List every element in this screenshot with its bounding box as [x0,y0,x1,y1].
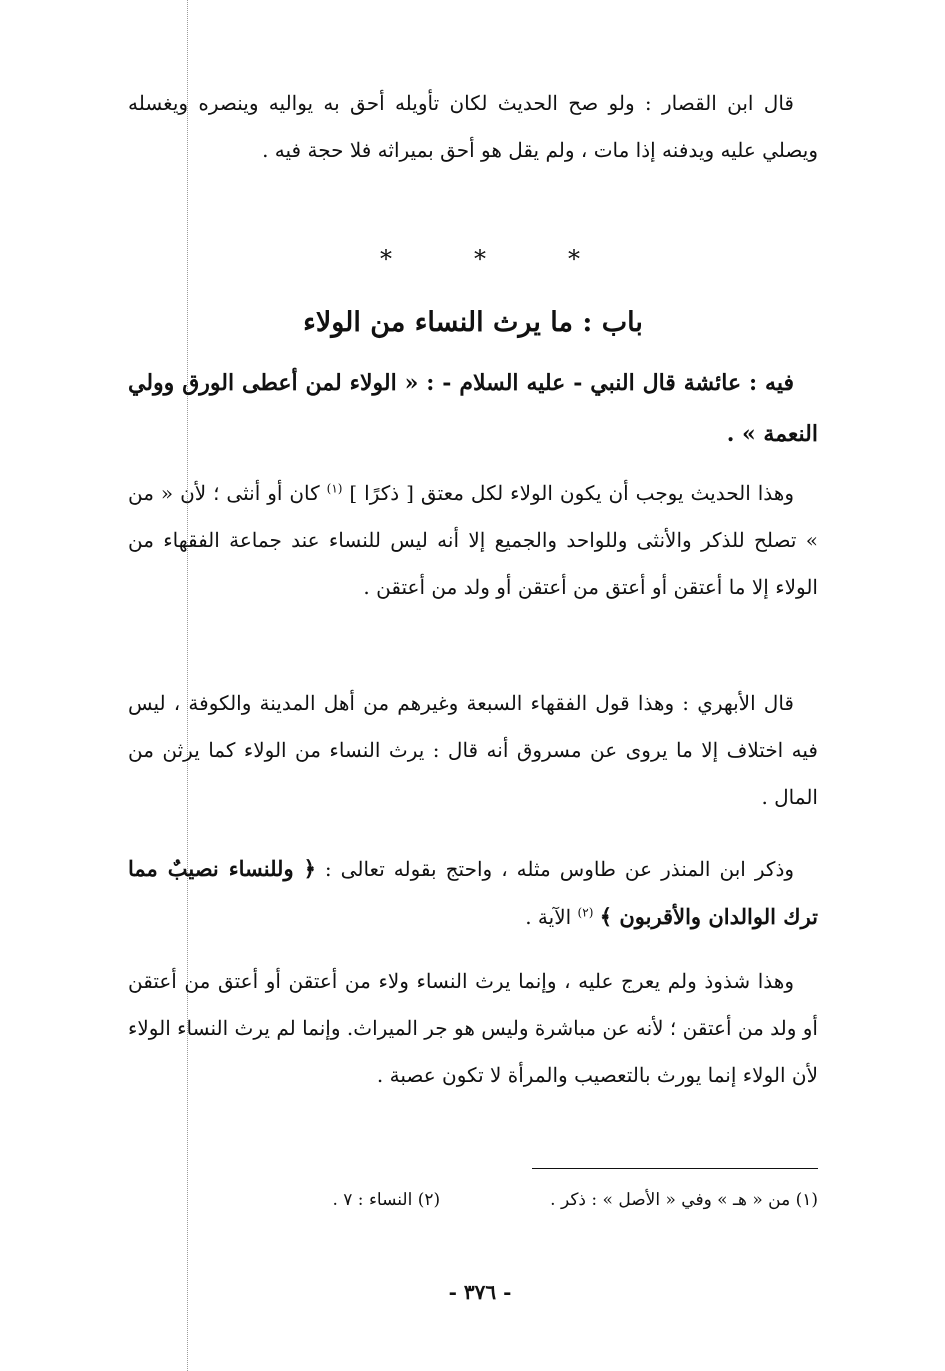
paragraph-hadith-commentary [128,470,818,611]
paragraph-text: وهذا الحديث يوجب أن يكون الولاء لكل معتق [ ذكرًا ] [349,481,795,505]
paragraph-ibn-al-mundhir [128,845,818,941]
footnotes [230,1186,818,1214]
paragraph-conclusion: وهذا شذوذ ولم يعرج عليه ، وإنما يرث النساء ولاء من أعتقن أو أعتق من أعتقن أو ولد من أعتقن ؛ لأنه عن مباشرة وليس هو جر الميراث. وإنما لم يرث النساء الولاء لأن الولاء إنما يورث بالتعصيب والمرأة لا تكون عصبة . [128,969,818,1087]
paragraph-al-abhari: قال الأبهري : وهذا قول الفقهاء السبعة وغيرهم من أهل المدينة والكوفة ، ليس فيه اختلاف إلا ما يروى عن مسروق أنه قال : يرث النساء من الولاء كما يرثن من المال . [128,691,818,809]
footnote-2: (٢) النساء : ٧ . [332,1190,441,1210]
paragraph-ibn-al-qassar: قال ابن القصار : ولو صح الحديث لكان تأويله أحق به يواليه وينصره ويغسله ويصلي عليه ويدفنه إذا مات ، ولم يقل هو أحق بميراثه فلا حجة فيه . [128,91,818,162]
section-title: باب : ما يرث النساء من الولاء [303,307,643,338]
hadith-text: فيه : عائشة قال النبي - عليه السلام - : « الولاء لمن أعطى الورق وولي النعمة » . [128,370,818,447]
page-number: - ٣٧٦ - [448,1280,512,1304]
separator-star: * [474,245,486,273]
section-separator [380,244,580,274]
quran-verse: ﴿ وللنساء نصيبٌ مما ترك الوالدان والأقربون ﴾ [128,856,818,929]
footnote-ref-1: (١) [326,481,343,496]
paragraph-text: الآية . [525,905,572,929]
paragraph-text: وذكر ابن المنذر عن طاوس مثله ، واحتج بقوله تعالى : [324,857,795,881]
separator-star: * [380,245,392,273]
separator-star: * [568,245,580,273]
footnote-ref-2: (٢) [577,905,594,920]
paragraph-text: كان أو أنثى ؛ لأن « من » تصلح للذكر والأنثى وللواحد والجميع إلا أنه ليس للنساء عند جماعة الفقهاء من الولاء إلا ما أعتقن أو أعتق من أعتقن أو ولد من أعتقن . [128,481,818,599]
footnote-divider [532,1168,818,1169]
footnote-1: (١) من « هـ » وفي « الأصل » : ذكر . [550,1190,818,1210]
